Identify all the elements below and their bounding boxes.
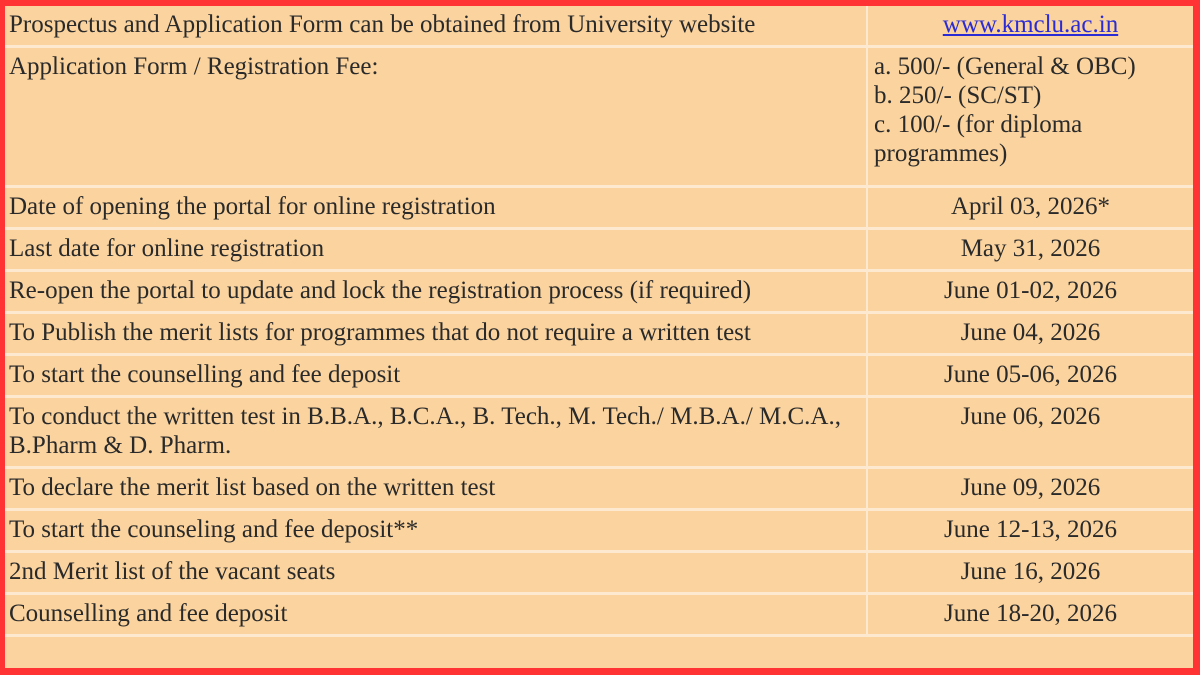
event-cell: Re-open the portal to update and lock the registration process (if required)	[5, 271, 867, 313]
event-cell: To conduct the written test in B.B.A., B.C.A., B. Tech., M. Tech./ M.B.A./ M.C.A., B.Pharm & D. Pharm.	[5, 397, 867, 468]
event-cell: Prospectus and Application Form can be obtained from University website	[5, 6, 867, 47]
event-cell: To start the counseling and fee deposit**	[5, 510, 867, 552]
event-cell: Last date for online registration	[5, 229, 867, 271]
event-cell: To Publish the merit lists for programmes that do not require a written test	[5, 313, 867, 355]
table-row	[5, 510, 1193, 552]
table-row	[5, 313, 1193, 355]
event-cell: 2nd Merit list of the vacant seats	[5, 552, 867, 594]
page-frame	[5, 6, 1193, 668]
date-cell: June 12-13, 2026	[867, 510, 1193, 552]
fee-diploma: c. 100/- (for diploma programmes)	[874, 111, 1083, 167]
fee-general-obc: a. 500/- (General & OBC)	[874, 53, 1136, 80]
table-row	[5, 468, 1193, 510]
date-cell: May 31, 2026	[867, 229, 1193, 271]
date-cell: June 16, 2026	[867, 552, 1193, 594]
event-cell: Application Form / Registration Fee:	[5, 47, 867, 187]
table-row	[5, 187, 1193, 229]
date-cell: April 03, 2026*	[867, 187, 1193, 229]
date-cell: June 06, 2026	[867, 397, 1193, 468]
date-cell: June 01-02, 2026	[867, 271, 1193, 313]
admission-schedule-table	[5, 6, 1193, 637]
fee-sc-st: b. 250/- (SC/ST)	[874, 82, 1042, 109]
date-cell: June 18-20, 2026	[867, 594, 1193, 636]
date-cell: June 05-06, 2026	[867, 355, 1193, 397]
event-cell: To start the counselling and fee deposit	[5, 355, 867, 397]
date-cell: June 04, 2026	[867, 313, 1193, 355]
table-row	[5, 355, 1193, 397]
university-website-link[interactable]: www.kmclu.ac.in	[942, 11, 1119, 38]
table-row	[5, 6, 1193, 47]
table-row	[5, 552, 1193, 594]
table-row	[5, 47, 1193, 187]
date-cell: June 09, 2026	[867, 468, 1193, 510]
event-cell: Date of opening the portal for online registration	[5, 187, 867, 229]
event-cell: Counselling and fee deposit	[5, 594, 867, 636]
table-row	[5, 594, 1193, 636]
fee-list	[867, 47, 1193, 187]
table-row	[5, 271, 1193, 313]
event-cell: To declare the merit list based on the written test	[5, 468, 867, 510]
table-row	[5, 229, 1193, 271]
table-row	[5, 397, 1193, 468]
value-cell	[867, 6, 1193, 47]
